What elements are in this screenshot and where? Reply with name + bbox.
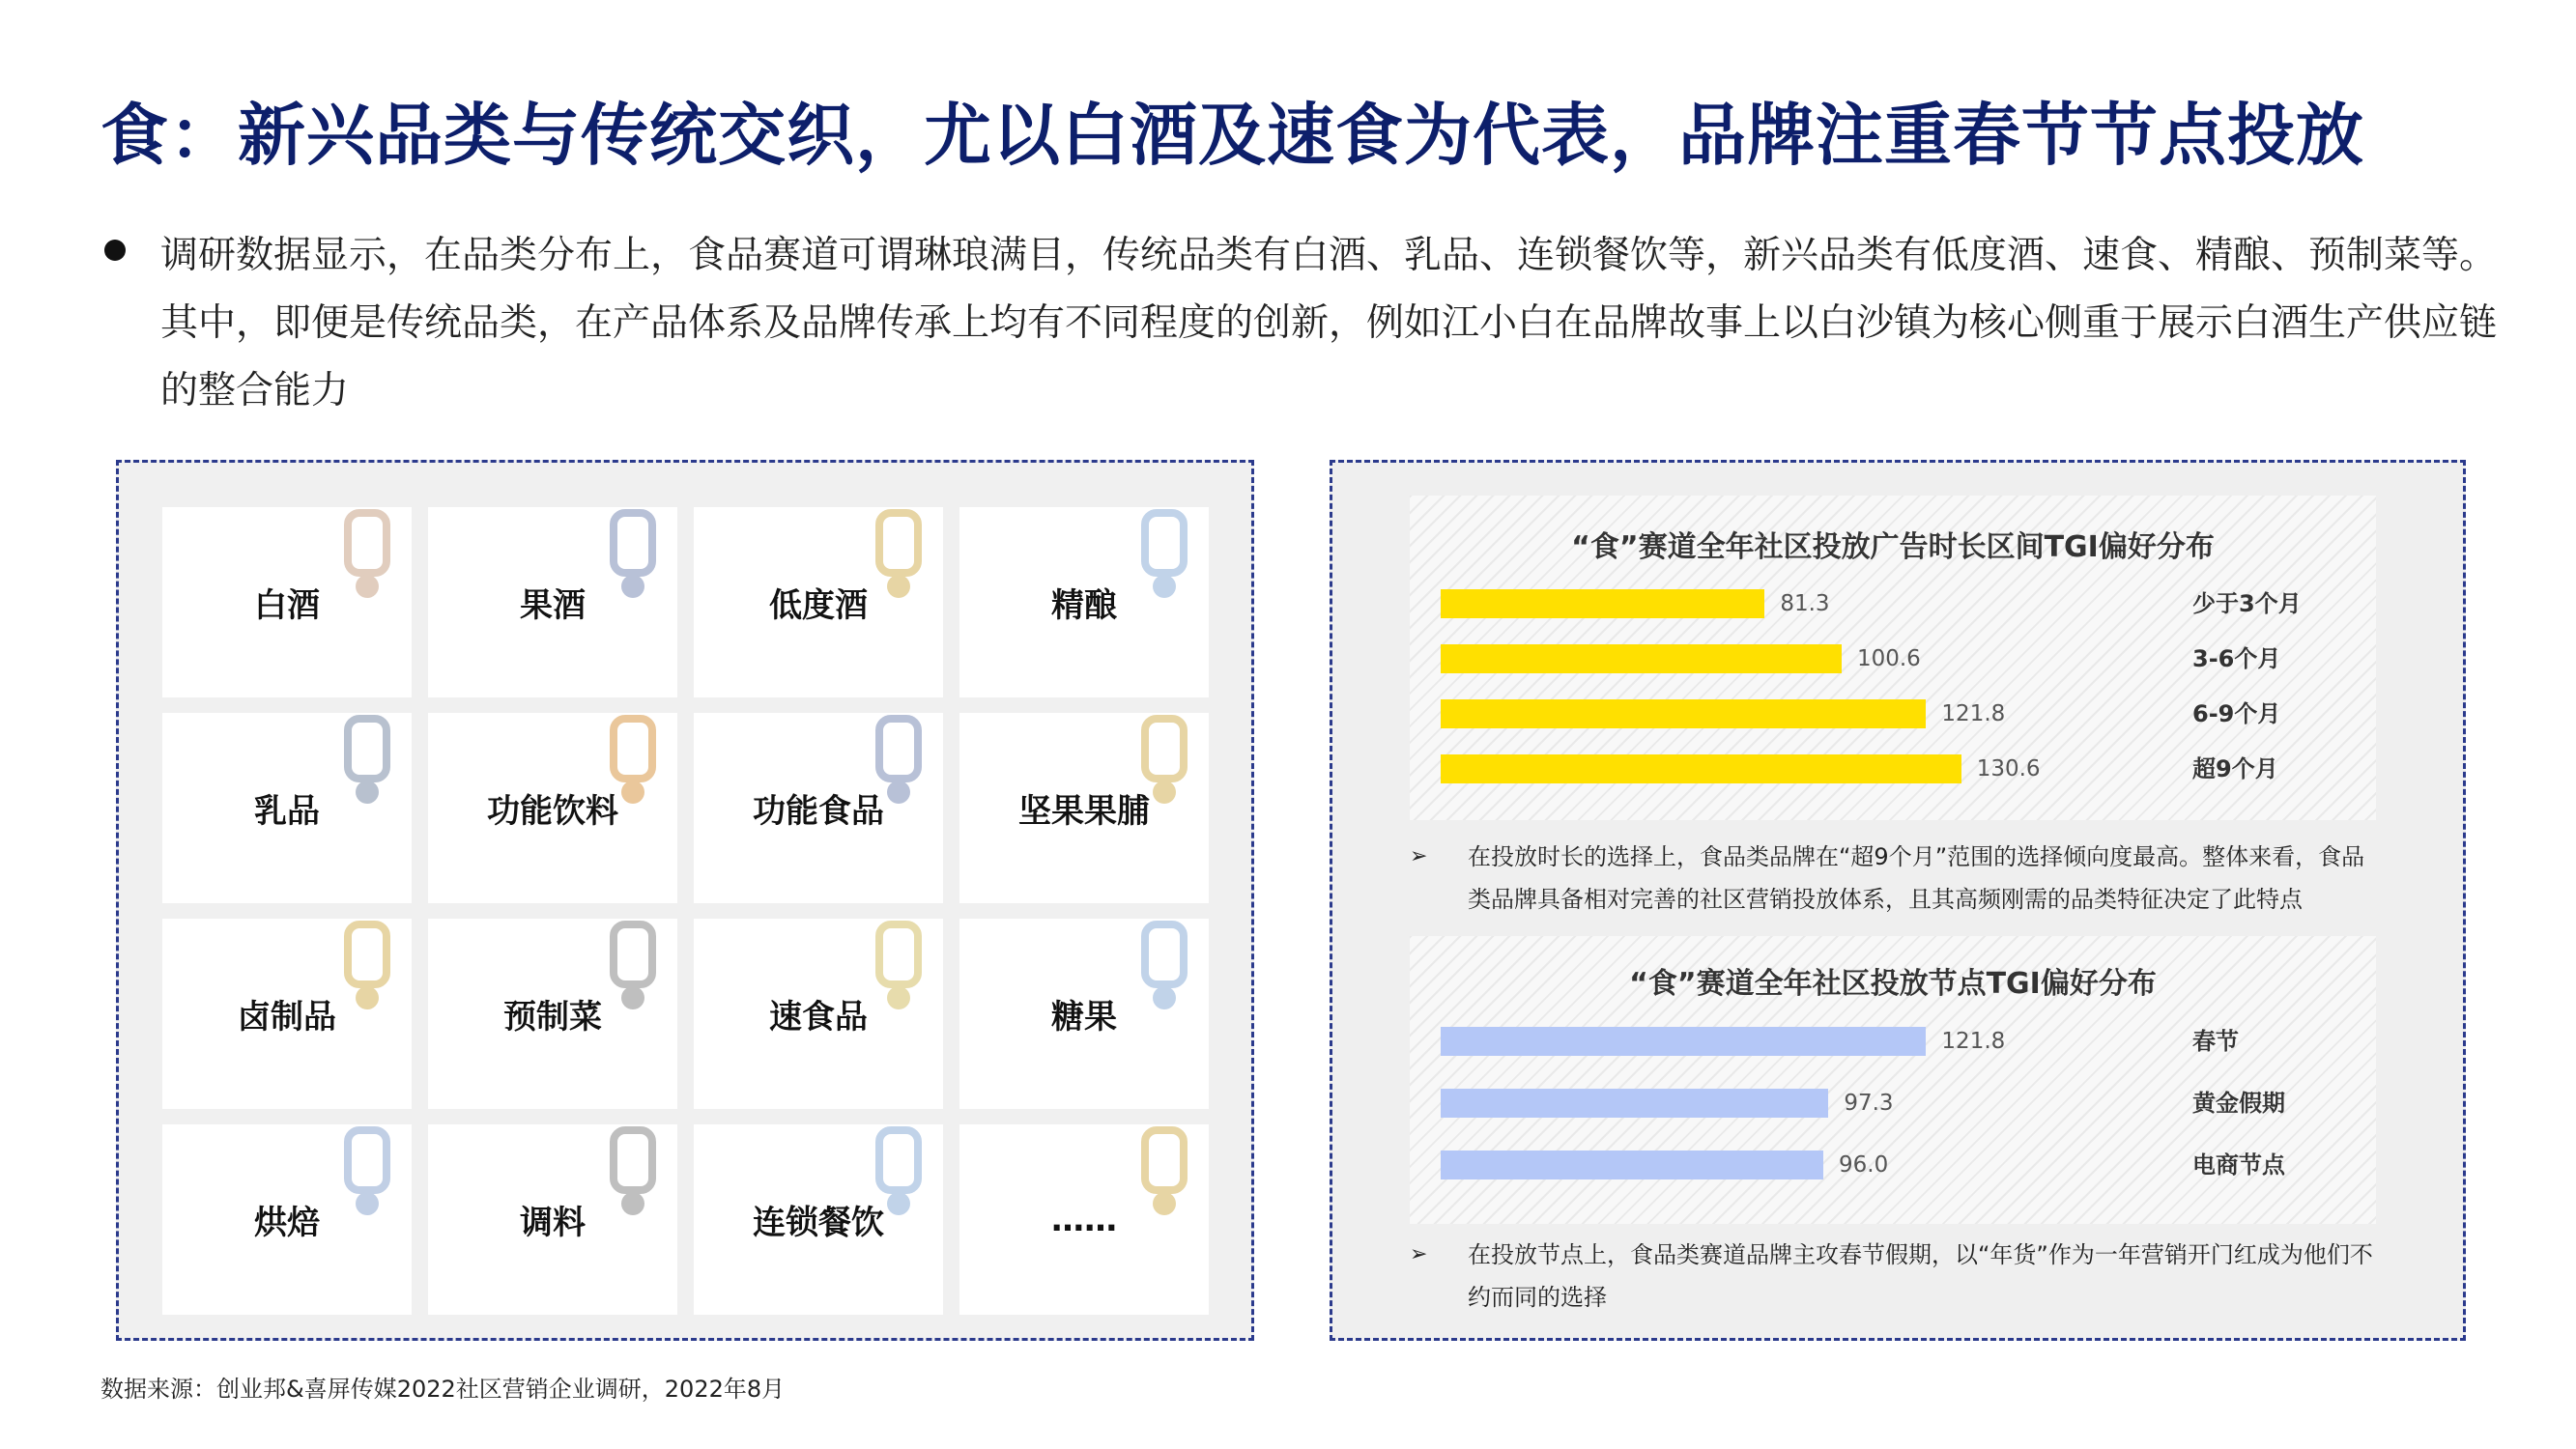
category-label: 糖果 — [1051, 998, 1117, 1037]
duration-note — [1410, 836, 2386, 921]
duration-category-label: 超9个月 — [2192, 755, 2278, 782]
duration-value-label: 130.6 — [1976, 756, 2041, 781]
noodle-bowl-icon — [592, 919, 673, 1015]
category-cell — [162, 1124, 412, 1315]
duration-row — [1410, 754, 2376, 783]
category-cell — [428, 713, 677, 903]
duration-bar — [1441, 699, 1926, 728]
liquor-bottle-icon — [327, 507, 408, 604]
duration-note-text: 在投放时长的选择上，食品类品牌在“超9个月”范围的选择倾向度最高。整体来看，食品类品牌具备相对完善的社区营销投放体系，且其高频刚需的品类特征决定了此特点 — [1468, 843, 2365, 913]
duration-value-label: 121.8 — [1941, 701, 2006, 726]
bullet-dot-icon — [104, 240, 126, 261]
teapot-icon — [858, 919, 939, 1015]
holiday-bar — [1441, 1027, 1926, 1056]
holiday-category-label: 春节 — [2192, 1028, 2239, 1055]
tgi-panel — [1330, 460, 2466, 1341]
category-label: 卤制品 — [238, 998, 336, 1037]
goblet-icon — [858, 507, 939, 604]
duration-value-label: 100.6 — [1856, 646, 1921, 671]
holiday-row — [1410, 1151, 2376, 1179]
candy-icon — [1124, 919, 1205, 1015]
summary-text: 调研数据显示，在品类分布上，食品赛道可谓琳琅满目，传统品类有白酒、乳品、连锁餐饮等，新兴品类有低度酒、速食、精酿、预制菜等。其中，即便是传统品类，在产品体系及品牌传承上均有不同程度的创新，例如江小白在品牌故事上以白沙镇为核心侧重于展示白酒生产供应链的整合能力 — [160, 234, 2498, 412]
duration-value-label: 81.3 — [1780, 591, 1830, 616]
summary-bullet — [100, 222, 2516, 425]
category-label: 低度酒 — [769, 586, 868, 625]
category-cell — [694, 507, 943, 697]
holiday-category-label: 电商节点 — [2192, 1151, 2285, 1179]
sauce-bottle-icon — [592, 1124, 673, 1221]
category-label: 速食品 — [769, 998, 868, 1037]
category-label: 烘焙 — [254, 1204, 320, 1242]
duration-tgi-chart — [1410, 496, 2376, 820]
category-cell — [959, 1124, 1209, 1315]
category-cell — [959, 919, 1209, 1109]
duration-category-label: 少于3个月 — [2192, 590, 2302, 617]
category-panel — [116, 460, 1254, 1341]
category-label: 坚果果脯 — [1018, 792, 1150, 831]
category-label: 连锁餐饮 — [753, 1204, 884, 1242]
holiday-row — [1410, 1089, 2376, 1118]
category-label: 乳品 — [254, 792, 320, 831]
category-cell — [428, 919, 677, 1109]
category-label: 功能饮料 — [487, 792, 618, 831]
category-label: …… — [1051, 1200, 1117, 1239]
duration-chart-title: “食”赛道全年社区投放广告时长区间TGI偏好分布 — [1571, 530, 2215, 564]
category-cell — [959, 507, 1209, 697]
duration-bar — [1441, 644, 1842, 673]
holiday-note — [1410, 1234, 2386, 1319]
data-source: 数据来源：创业邦&喜屏传媒2022社区营销企业调研，2022年8月 — [100, 1376, 786, 1403]
holiday-value-label: 97.3 — [1844, 1091, 1894, 1116]
duration-bar — [1441, 754, 1961, 783]
holiday-value-label: 96.0 — [1839, 1152, 1889, 1178]
holiday-category-label: 黄金假期 — [2192, 1090, 2285, 1117]
category-cell — [694, 713, 943, 903]
category-cell — [959, 713, 1209, 903]
duration-category-label: 6-9个月 — [2192, 700, 2281, 727]
category-label: 调料 — [520, 1204, 586, 1242]
holiday-value-label: 121.8 — [1941, 1029, 2006, 1054]
category-label: 果酒 — [520, 586, 586, 625]
holiday-note-text: 在投放节点上，食品类赛道品牌主攻春节假期，以“年货”作为一年营销开门红成为他们不约而同的选择 — [1468, 1241, 2373, 1311]
duration-row — [1410, 699, 2376, 728]
duration-category-label: 3-6个月 — [2192, 645, 2281, 672]
holiday-chart-title: “食”赛道全年社区投放节点TGI偏好分布 — [1629, 967, 2157, 1001]
duration-row — [1410, 589, 2376, 618]
category-cell — [694, 919, 943, 1109]
page-title: 食：新兴品类与传统交织，尤以白酒及速食为代表，品牌注重春节节点投放 — [100, 96, 2364, 175]
category-cell — [694, 1124, 943, 1315]
duration-row — [1410, 644, 2376, 673]
category-cell — [162, 507, 412, 697]
beer-mug-icon — [1124, 507, 1205, 604]
food-icon — [1124, 1124, 1205, 1221]
category-cell — [162, 919, 412, 1109]
duration-bar — [1441, 589, 1764, 618]
holiday-bar — [1441, 1089, 1828, 1118]
holiday-row — [1410, 1027, 2376, 1056]
arrow-bullet-icon: ➢ — [1410, 1242, 1428, 1266]
category-label: 预制菜 — [503, 998, 602, 1037]
fruit-wine-icon — [592, 507, 673, 604]
holiday-bar — [1441, 1151, 1823, 1179]
category-cell — [428, 1124, 677, 1315]
drumstick-icon — [327, 919, 408, 1015]
category-label: 功能食品 — [753, 792, 884, 831]
milk-carton-icon — [327, 713, 408, 810]
arrow-bullet-icon: ➢ — [1410, 844, 1428, 868]
cake-icon — [327, 1124, 408, 1221]
category-cell — [428, 507, 677, 697]
holiday-tgi-chart — [1410, 936, 2376, 1224]
category-grid — [162, 507, 1209, 1315]
category-label: 精酿 — [1051, 586, 1117, 625]
category-label: 白酒 — [254, 586, 320, 625]
category-cell — [162, 713, 412, 903]
